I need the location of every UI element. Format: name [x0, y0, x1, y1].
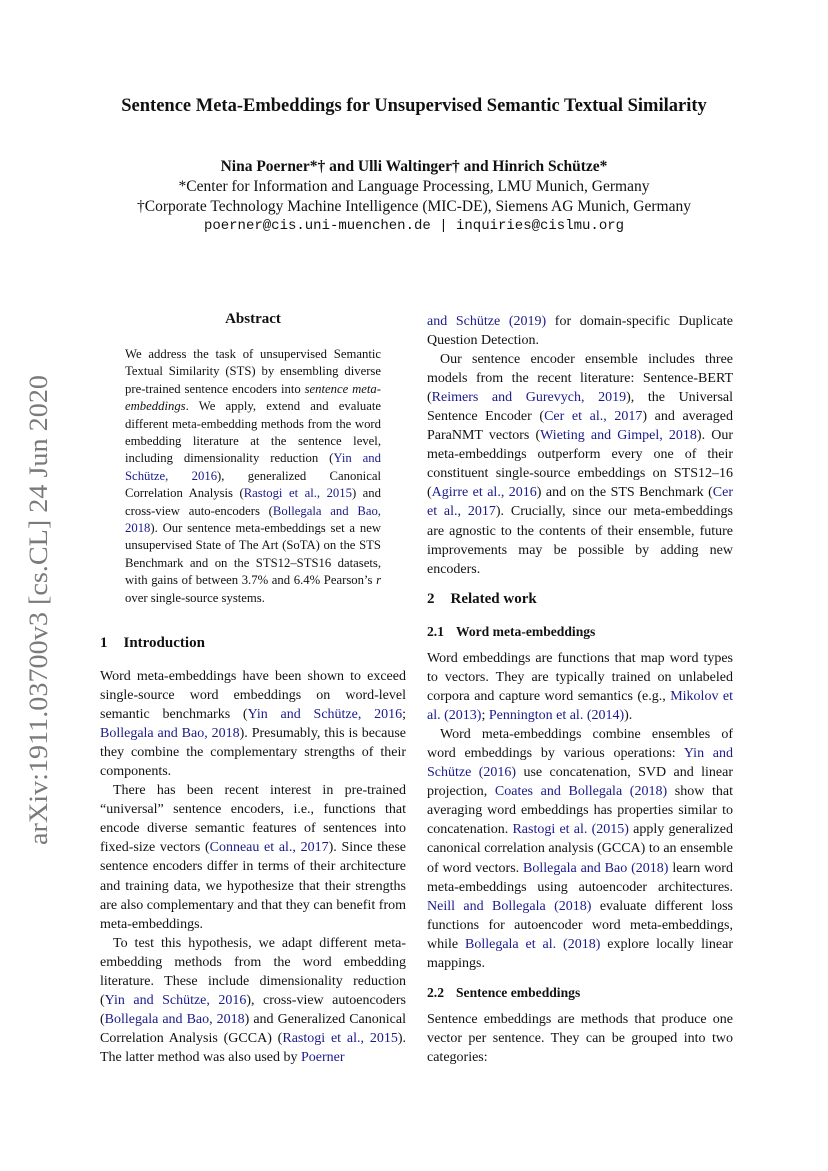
section-heading-introduction: [100, 635, 205, 652]
citation-link[interactable]: Yin and Schütze, 2016: [125, 451, 381, 483]
text-fragment: ) and Generalized Canonical Correlation Analysis (GCCA) (: [100, 1011, 406, 1046]
abstract-fragment: ). Our sentence meta-embeddings set a new unsupervised State of The Art (SoTA) on the STS Benchmark and on the STS12–STS16 datasets, with gains of between 3.7% and 6.4% Pearson’s: [125, 521, 381, 588]
section-heading-related-work: [427, 591, 537, 608]
right-column-top: [427, 312, 733, 579]
abstract-fragment: ) and cross-view auto-encoders (: [125, 486, 381, 518]
abstract-fragment: over single-source systems.: [125, 590, 265, 605]
citation-link[interactable]: Reimers and Gurevych, 2019: [431, 390, 627, 406]
citation-link[interactable]: Mikolov et al. (2013): [427, 689, 733, 724]
text-fragment: There has been recent interest in pre-trained “universal” sentence encoders, i.e., functions that encode diverse semantic features of sentences into fixed-size vectors (: [100, 783, 406, 856]
word-meta-embeddings-body: [427, 649, 733, 973]
section-title: Introduction: [123, 635, 205, 651]
text-fragment: ;: [402, 707, 406, 723]
citation-link[interactable]: Rastogi et al., 2015: [243, 486, 352, 501]
arxiv-id: arXiv:1911.03700v3 [cs.CL] 24 Jun 2020: [23, 402, 53, 845]
text-fragment: use concatenation, SVD and linear projection,: [427, 765, 733, 800]
citation-link[interactable]: Agirre et al., 2016: [431, 485, 537, 501]
arxiv-stamp: [13, 375, 58, 850]
text-fragment: ) and on the STS Benchmark (: [536, 485, 713, 501]
citation-link[interactable]: Yin and Schütze, 2016: [104, 992, 247, 1008]
authors: Nina Poerner*† and Ulli Waltinger† and Hinrich Schütze*: [220, 158, 608, 175]
citation-link[interactable]: Yin and Schütze (2016): [427, 746, 733, 781]
continued-paragraph: [427, 312, 733, 350]
text-fragment: ). Since these sentence encoders differ in terms of their architecture and training data, we hypothesize that their strengths are also complementary and that they can benefit from meta-embeddings.: [100, 840, 406, 932]
text-fragment: ), the Universal Sentence Encoder (: [427, 390, 733, 425]
citation-link[interactable]: and Schütze (2019): [427, 314, 547, 329]
citation-link[interactable]: Yin and Schütze, 2016: [247, 707, 403, 723]
ensemble-paragraph: [427, 350, 733, 579]
abstract-fragment: We address the task of unsupervised Semantic Textual Similarity (STS) by ensembling diverse pre-trained sentence encoders into: [125, 347, 381, 396]
subsection-heading-sentence-embeddings: [427, 985, 580, 1001]
section-number: 2: [427, 591, 435, 607]
word-embeddings-paragraph: [427, 649, 733, 725]
paper-title: Sentence Meta-Embeddings for Unsupervised Semantic Textual Similarity: [121, 96, 707, 116]
intro-paragraph-3: [100, 934, 406, 1067]
subsection-title: Sentence embeddings: [456, 985, 581, 1000]
text-fragment: ).: [624, 708, 633, 724]
citation-link[interactable]: Bollegala and Bao, 2018: [104, 1011, 245, 1027]
abstract-text: [125, 346, 381, 607]
citation-link[interactable]: Cer et al., 2017: [427, 485, 734, 520]
citation-link[interactable]: Rastogi et al., 2015: [282, 1030, 398, 1046]
text-fragment: ). Presumably, this is because they combine the complementary strengths of their components.: [100, 726, 406, 780]
citation-link[interactable]: Bollegala and Bao (2018): [523, 860, 669, 876]
sentence-embeddings-paragraph: [427, 1010, 733, 1067]
affiliation-lmu: *Center for Information and Language Processing, LMU Munich, Germany: [178, 178, 650, 195]
text-fragment: Word embeddings are functions that map word types to vectors. They are typically trained on unlabeled corpora and capture word semantics (e.g.,: [427, 651, 733, 705]
section-number: 1: [100, 635, 108, 651]
citation-link[interactable]: Rastogi et al. (2015): [512, 822, 629, 838]
text-fragment: show that averaging word embeddings has properties similar to concatenation.: [427, 784, 733, 838]
text-fragment: Word meta-embeddings have been shown to exceed single-source word embeddings on word-level semantic benchmarks (: [100, 669, 406, 723]
meta-embeddings-paragraph: [427, 725, 733, 973]
text-fragment: learn word meta-embeddings using autoencoder architectures.: [427, 860, 733, 895]
text-fragment: ), cross-view autoencoders (: [100, 992, 406, 1027]
text-fragment: Word meta-embeddings combine ensembles of word embeddings by various operations:: [427, 727, 733, 762]
section-title: Related work: [450, 591, 537, 607]
citation-link[interactable]: Poerner: [301, 1049, 345, 1065]
text-fragment: To test this hypothesis, we adapt different meta-embedding methods from the word embedding literature. These include dimensionality reduction (: [100, 935, 406, 1008]
text-fragment: apply generalized canonical correlation analysis (GCCA) to an ensemble of word vectors.: [427, 822, 733, 876]
abstract-fragment: ), generalized Canonical Correlation Analysis (: [125, 468, 381, 501]
text-fragment: ) and averaged ParaNMT vectors (: [427, 409, 733, 444]
text-fragment: ). Crucially, since our meta-embeddings are agnostic to the contents of their ensemble, future improvements may be possible by adding new encoders.: [427, 504, 733, 577]
citation-link[interactable]: Coates and Bollegala (2018): [494, 784, 668, 800]
abstract-heading: Abstract: [225, 311, 281, 327]
abstract-emphasis: sentence meta-embeddings: [125, 381, 381, 414]
pearson-r-symbol: r: [376, 573, 381, 588]
text-fragment: Sentence embeddings are methods that produce one vector per sentence. They can be grouped into two categories:: [427, 1012, 733, 1066]
arxiv-stamp-svg: [13, 375, 58, 850]
text-fragment: explore locally linear mappings.: [427, 936, 733, 971]
subsection-title: Word meta-embeddings: [456, 624, 596, 639]
text-fragment: ). Our meta-embeddings outperform every one of their constituent single-source embeddings on STS12–16 (: [427, 428, 734, 501]
citation-link[interactable]: Bollegala et al. (2018): [465, 936, 601, 952]
author-emails: poerner@cis.uni-muenchen.de | inquiries@cislmu.org: [203, 218, 625, 234]
text-fragment: Our sentence encoder ensemble includes three models from the recent literature: Sentence-BERT (: [427, 352, 733, 406]
text-fragment: evaluate different loss functions for autoencoder word meta-embeddings, while: [427, 898, 733, 952]
citation-link[interactable]: Pennington et al. (2014): [488, 708, 625, 724]
affiliation-siemens: †Corporate Technology Machine Intelligence (MIC-DE), Siemens AG Munich, Germany: [137, 198, 691, 215]
sentence-embeddings-body: [427, 1010, 733, 1067]
intro-paragraph-1: [100, 667, 406, 781]
subsection-heading-word-meta-embeddings: [427, 624, 595, 640]
intro-paragraph-2: [100, 781, 406, 933]
intro-body: [100, 667, 406, 1067]
text-fragment: for domain-specific Duplicate Question Detection.: [427, 314, 733, 349]
citation-link[interactable]: Neill and Bollegala (2018): [427, 898, 592, 914]
abstract-fragment: . We apply, extend and evaluate different meta-embedding methods from the word embedding literature at the sentence level, including dimensionality reduction (: [125, 399, 381, 466]
citation-link[interactable]: Cer et al., 2017: [544, 409, 643, 425]
text-fragment: ;: [481, 708, 489, 724]
citation-link[interactable]: Bollegala and Bao, 2018: [125, 503, 381, 536]
text-fragment: ). The latter method was also used by: [100, 1030, 406, 1065]
citation-link[interactable]: Wieting and Gimpel, 2018: [540, 428, 697, 444]
subsection-number: 2.2: [427, 985, 444, 1000]
subsection-number: 2.1: [427, 624, 444, 639]
citation-link[interactable]: Bollegala and Bao, 2018: [100, 726, 240, 742]
citation-link[interactable]: Conneau et al., 2017: [209, 840, 329, 856]
